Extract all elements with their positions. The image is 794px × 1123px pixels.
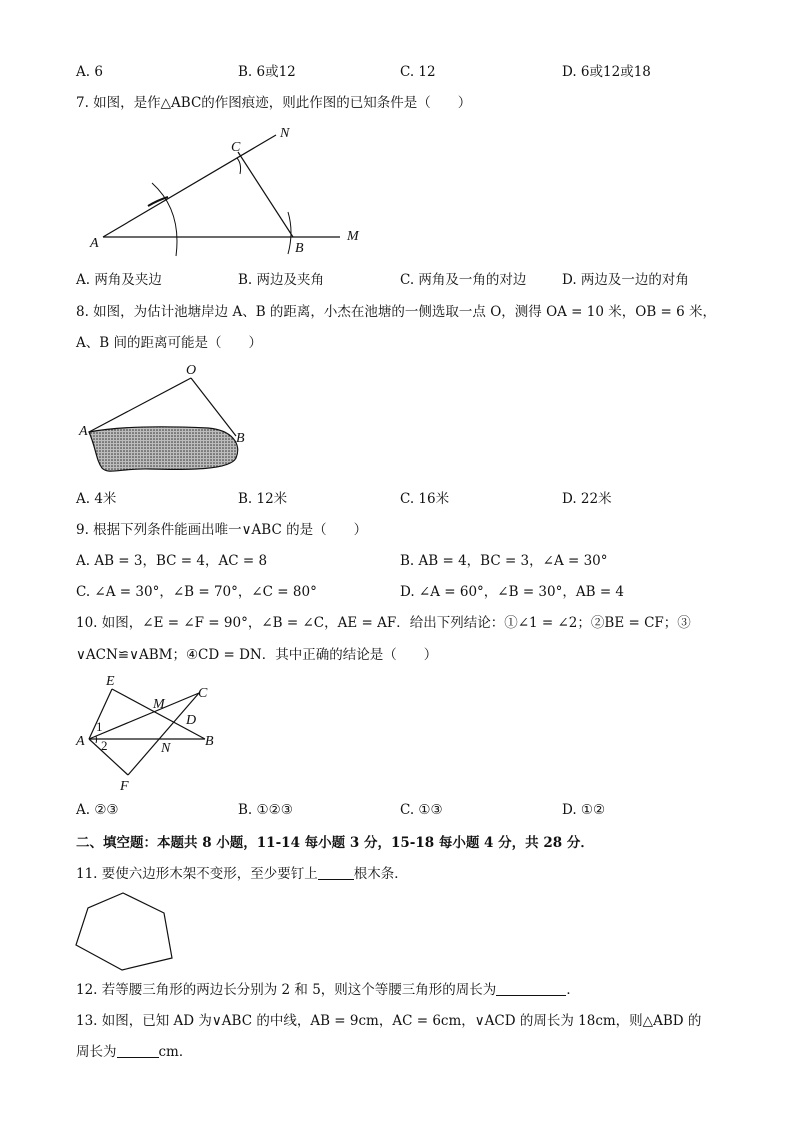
q9-stem: 9. 根据下列条件能画出唯一∨ABC 的是（ ） — [76, 522, 368, 538]
q13-stem-line1: 13. 如图，已知 AD 为∨ABC 的中线，AB = 9cm，AC = 6cm，∨ACD 的周长为 18cm，则△ABD 的 — [76, 1013, 702, 1029]
q10-option-b: B. ①②③ — [238, 802, 293, 818]
q10-stem-line1: 10. 如图，∠E = ∠F = 90°，∠B = ∠C，AE = AF．给出下列结论：①∠1 = ∠2；②BE = CF；③ — [76, 615, 691, 631]
q8-label-a: A — [79, 424, 88, 439]
q9-option-a: A. AB = 3，BC = 4，AC = 8 — [76, 553, 268, 569]
q10-label-d: D — [186, 713, 197, 728]
q8-option-a: A. 4米 — [76, 491, 117, 507]
q9-option-d: D. ∠A = 60°，∠B = 30°，AB = 4 — [400, 584, 625, 600]
q7-label-c: C — [231, 140, 241, 155]
q12-text-before: 12. 若等腰三角形的两边长分别为 2 和 5，则这个等腰三角形的周长为 — [76, 982, 497, 998]
q6-option-a: A. 6 — [76, 64, 103, 80]
q8-stem-line1: 8. 如图，为估计池塘岸边 A、B 的距离，小杰在池塘的一侧选取一点 O，测得 OA = 10 米，OB = 6 米， — [76, 304, 717, 320]
q10-label-c: C — [198, 686, 208, 701]
q10-label-a: A — [76, 734, 85, 749]
q12-text-after: ． — [566, 982, 580, 998]
q10-option-a: A. ②③ — [76, 802, 119, 818]
q8-option-b: B. 12米 — [238, 491, 288, 507]
q7-option-c: C. 两角及一角的对边 — [400, 272, 527, 288]
q10-label-f: F — [120, 779, 129, 794]
q8-option-d: D. 22米 — [562, 491, 612, 507]
q10-stem-line2: ∨ACN≌∨ABM；④CD = DN．其中正确的结论是（ ） — [76, 647, 438, 663]
q10-label-angle2: 2 — [101, 738, 108, 753]
q8-stem-line2: A、B 间的距离可能是（ ） — [76, 335, 262, 351]
q11-text-after: 根木条． — [353, 866, 408, 882]
q7-stem: 7. 如图，是作△ABC的作图痕迹，则此作图的已知条件是（ ） — [76, 95, 472, 111]
q10-label-angle1: 1 — [96, 719, 103, 734]
section2-title: 二、填空题：本题共 8 小题，11-14 每小题 3 分，15-18 每小题 4 分，共 28 分． — [76, 835, 594, 851]
q10-label-e: E — [106, 674, 115, 689]
q13-text-before: 周长为 — [76, 1044, 117, 1060]
q6-option-b: B. 6或12 — [238, 64, 296, 80]
q10-label-n: N — [161, 741, 171, 756]
q7-label-a: A — [90, 236, 99, 251]
q7-label-n: N — [280, 126, 290, 141]
q8-label-o: O — [186, 363, 197, 378]
q7-label-m: M — [347, 229, 359, 244]
q11-text-before: 11. 要使六边形木架不变形，至少要钉上 — [76, 866, 318, 882]
q6-option-c: C. 12 — [400, 64, 436, 80]
q6-option-d: D. 6或12或18 — [562, 64, 651, 80]
q10-option-c: C. ①③ — [400, 802, 443, 818]
q8-label-b: B — [236, 431, 245, 446]
q7-option-a: A. 两角及夹边 — [76, 272, 162, 288]
q7-option-b: B. 两边及夹角 — [238, 272, 325, 288]
q13-answer-blank[interactable] — [117, 1043, 159, 1058]
q10-label-b: B — [205, 734, 214, 749]
q13-text-after: cm． — [158, 1044, 193, 1060]
q9-option-c: C. ∠A = 30°，∠B = 70°，∠C = 80° — [76, 584, 317, 600]
q13-stem-line2 — [76, 1042, 192, 1062]
q8-option-c: C. 16米 — [400, 491, 450, 507]
q9-option-b: B. AB = 4，BC = 3，∠A = 30° — [400, 553, 608, 569]
q7-option-d: D. 两边及一边的对角 — [562, 272, 689, 288]
q7-label-b: B — [295, 241, 304, 256]
q12-answer-blank[interactable] — [496, 981, 566, 996]
q12-stem — [76, 980, 580, 1000]
q10-label-m: M — [153, 697, 165, 712]
q10-option-d: D. ①② — [562, 802, 606, 818]
